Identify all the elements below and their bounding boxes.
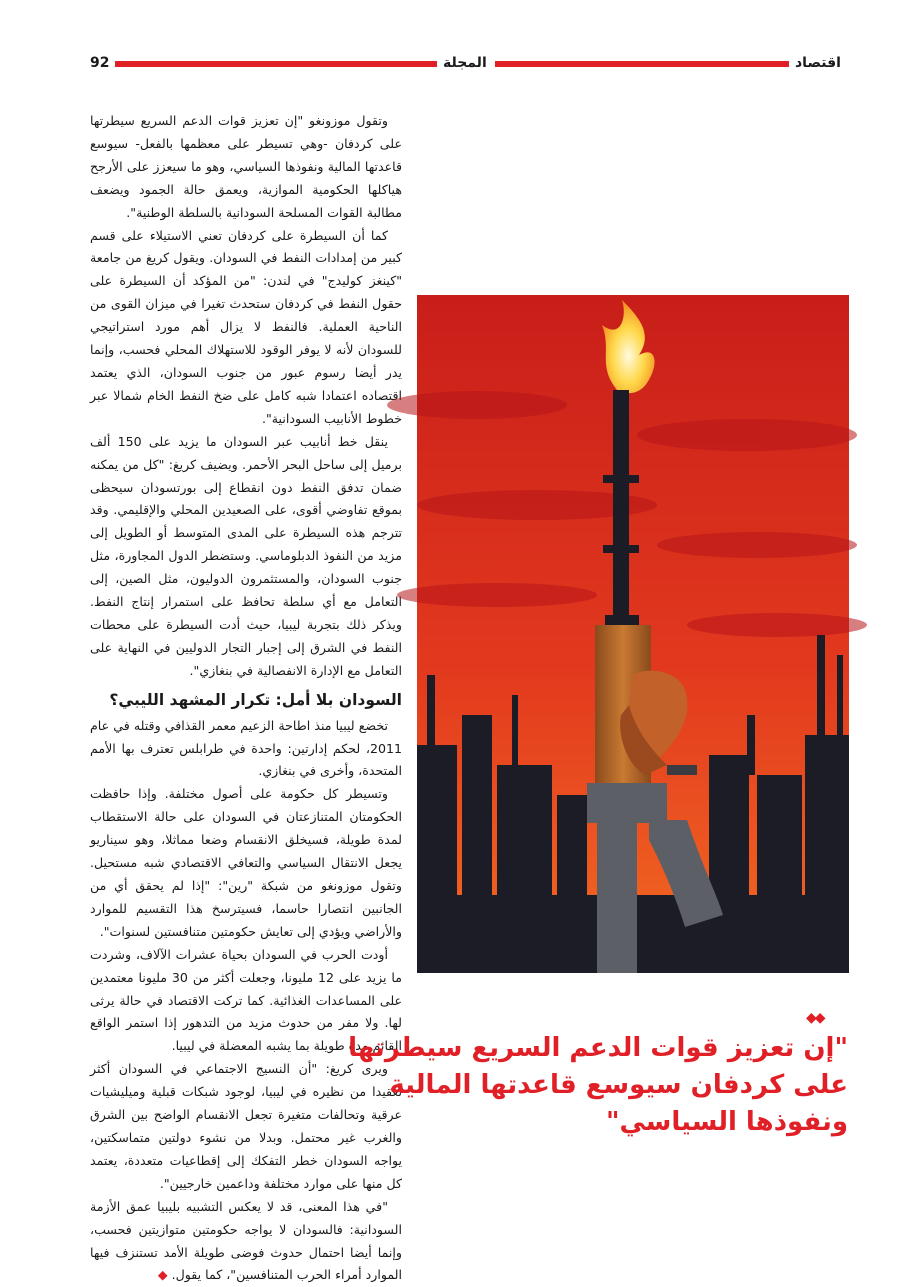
- paragraph: كما أن السيطرة على كردفان تعني الاستيلاء على قسم كبير من إمدادات النفط في السودان. ويقول كريغ من جامعة "كينغز كوليدج" في لندن: "من المؤكد أن السيطرة على حقول النفط في كردفان ستحدث تغيرا في ميزان القوى من الناحية العملية. فالنفط لا يزال أهم مورد استراتيجي للسودان لأنه لا يوفر الوقود للاستهلاك المحلي فحسب، وإنما يدر أيضا رسوم عبور من جنوب السودان، الذي يعتمد اقتصاده اعتمادا شبه كامل على ضخ النفط الخام شمالا عبر خطوط الأنابيب السودانية".: [90, 227, 402, 426]
- paragraph-text: "في هذا المعنى، قد لا يعكس التشبيه بليبيا عمق الأزمة السودانية: فالسودان لا يواجه حكومتين متوازيتين فحسب، وإنما أيضا احتمال حدوث فوضى طويلة الأمد تستنزف فيها الموارد أمراء الحرب المتنافسين"، كما يقول.: [90, 1198, 402, 1283]
- header-rule-right: [495, 61, 789, 67]
- paragraph: ويرى كريغ: "أن النسيج الاجتماعي في السودان أكثر تعقيدا من نظيره في ليبيا، لوجود شبكات قبلية وميليشيات عرقية وتحالفات متغيرة تجعل الانقسام الواضح بين الشرق والغرب غير محتمل. وبدلا من نشوء دولتين متماسكتين، يواجه السودان خطر التفكك إلى إقطاعيات متعددة، يعتمد كل منها على موارد مختلفة وداعمين خارجيين".: [90, 1061, 402, 1191]
- pull-quote: [348, 1030, 848, 1141]
- section-subheading: السودان بلا أمل: تكرار المشهد الليبي؟: [109, 690, 402, 709]
- section-name: اقتصاد: [795, 55, 841, 71]
- pull-quote-marker: ◆◆: [806, 1010, 824, 1026]
- paragraph: ينقل خط أنابيب عبر السودان ما يزيد على 150 ألف برميل إلى ساحل البحر الأحمر. ويضيف كريغ: "كل من يمكنه ضمان تدفق النفط دون انقطاع إلى بورتسودان سيحظى بموقع تفاوضي أقوى، على الصعيدين المحلي والإقليمي. وقد تترجم هذه السيطرة على المدى المتوسط أو الطويل إلى مزيد من النفوذ الدبلوماسي. وستضطر الدول المجاورة، مثل جنوب السودان، والمستثمرون الدوليون، مثل الصين، إلى التعامل مع أي سلطة تحافظ على استمرار إنتاج النفط. ويذكر ذلك بتجربة ليبيا، حيث أدت السيطرة على محطات النفط في الشرق إلى إجبار التجار الدوليين في النهاية على التعامل مع الإدارة الانفصالية في بنغازي".: [90, 433, 402, 678]
- page-number: 92: [90, 55, 110, 71]
- header-rule-left: [115, 61, 437, 67]
- pull-quote-line: على كردفان سيوسع قاعدتها المالية: [389, 1070, 848, 1100]
- pull-quote-line: ونفوذها السياسي": [605, 1107, 848, 1137]
- pull-quote-line: "إن تعزيز قوات الدعم السريع سيطرتها: [348, 1033, 848, 1063]
- paragraph: أودت الحرب في السودان بحياة عشرات الآلاف، وشردت ما يزيد على 12 مليونا، وجعلت أكثر من 30 مليونا معتمدين على المساعدات الغذائية. كما تركت الاقتصاد في حالة يرثى لها. ولا مفر من حدوث مزيد من التدهور إذا استمر الواقع القائم مدة طويلة بما يشبه المعضلة في ليبيا.: [90, 946, 403, 1054]
- magazine-name: المجلة: [443, 55, 487, 71]
- end-of-article-mark: ◆: [157, 1267, 168, 1283]
- paragraph: تخضع ليبيا منذ اطاحة الزعيم معمر القذافي وقتله في عام 2011، لحكم إدارتين: واحدة في طرابلس تعترف بها الأمم المتحدة، وأخرى في بنغازي.: [90, 717, 402, 779]
- paragraph: وتسيطر كل حكومة على أصول مختلفة. وإذا حافظت الحكومتان المتنازعتان في السودان على حالة الاستقطاب لمدة طويلة، فسيخلق الانقسام وضعا مماثلا، وهو سيناريو يجعل الانتقال السياسي والتعافي الاقتصادي شبه مستحيل. وتقول موزونغو من شبكة "رين": "إذا لم يحقق أي من الجانبين انتصارا حاسما، فسيترسخ هذا التقسيم للموارد والأراضي ويؤدي إلى تعايش حكومتين متنافستين لسنوات".: [90, 786, 402, 939]
- paragraph-final: [90, 1196, 402, 1287]
- illustration-oil-refinery-rifle: [417, 295, 849, 973]
- article-column: [90, 110, 403, 1283]
- paragraph: وتقول موزونغو "إن تعزيز قوات الدعم السريع سيطرتها على كردفان -وهي تسيطر على معظمها بالفعل- سيوسع قاعدتها المالية ونفوذها السياسي، وهو ما سيعزز على الأرجح هياكلها الحكومية الموازية، ويعمق حالة الجمود ويضعف مطالبة القوات المسلحة السودانية بالسلطة الوطنية".: [90, 113, 402, 220]
